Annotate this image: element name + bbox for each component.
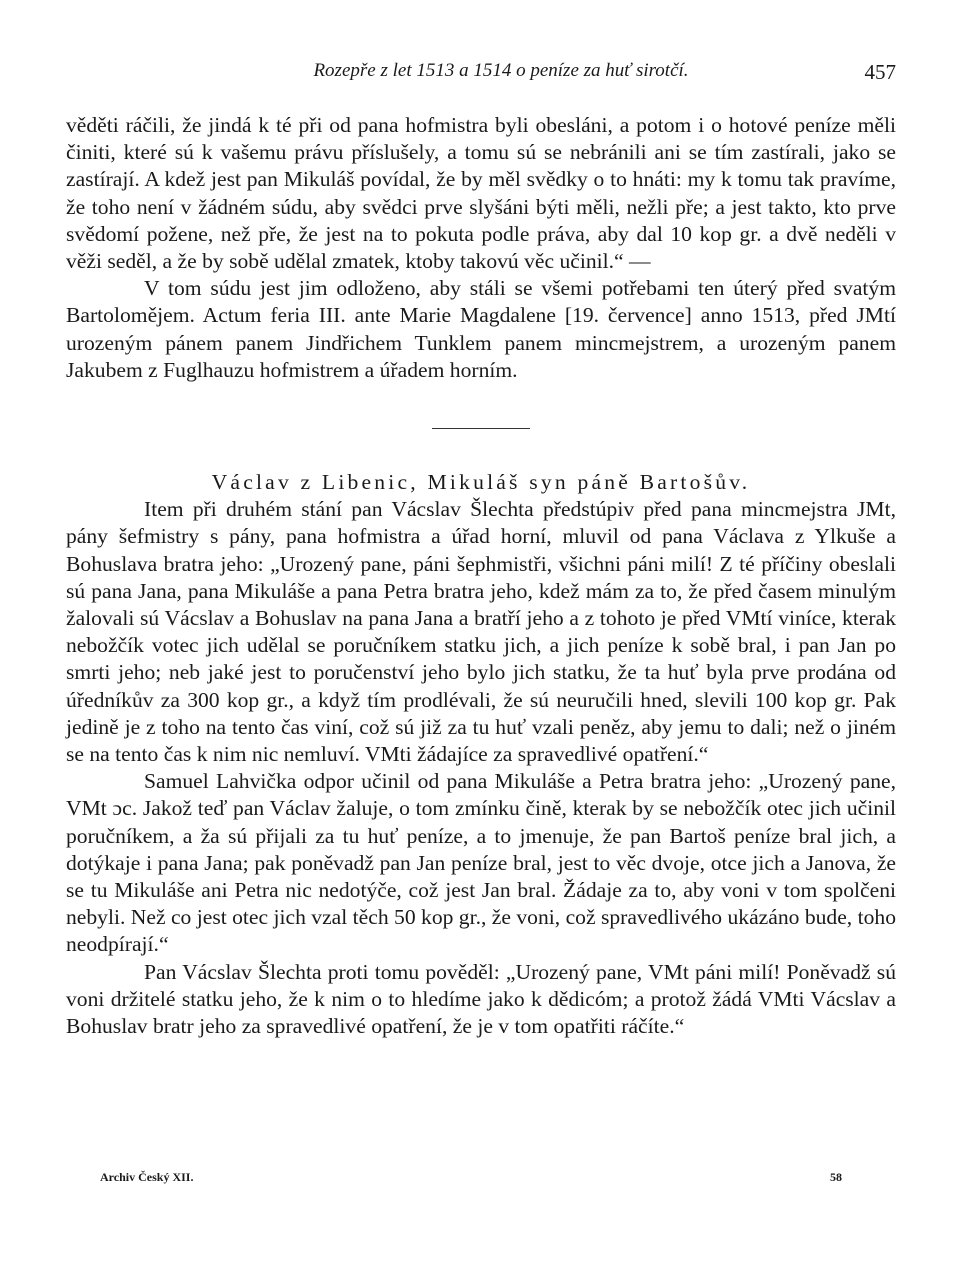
section-heading: Václav z Libenic, Mikuláš syn páně Bartošův. [211,470,751,495]
body-text [66,112,896,1040]
footer-signature: Archiv Český XII. [100,1170,194,1184]
paragraph: věděti ráčili, že jindá k té při od pana hofmistra byli obesláni, a potom i o hotové peníze měli činiti, které sú k vašemu právu příslušely, a tomu sú se nebránili ani se tím zastírali, jako se zastírají. A kdež jest pan Mikuláš povídal, že by měl svědky o to hnáti: my k tomu tak pravíme, že toho není v žádném súdu, aby svědci prve slyšáni býti měli, nežli pře; a jest takto, kto prve svědomí požene, než pře, že jest na to pokuta podle práva, aby dal 10 kop gr. a dvě neděli v věži seděl, a že by sobě udělal zmatek, ktoby takovú věc učinil.“ — [66,113,896,274]
section-divider [432,428,530,429]
paragraph: V tom súdu jest jim odloženo, aby stáli se všemi potřebami ten úterý před svatým Bartolomějem. Actum feria III. ante Marie Magdalene [19. července] anno 1513, před JMtí urozeným pánem panem Jindřichem Tunklem panem mincmejstrem, a urozeným panem Jakubem z Fuglhauzu hofmistrem a úřadem horním. [66,276,896,382]
running-header [66,58,896,92]
page-number: 457 [864,60,896,84]
paragraph: Pan Vácslav Šlechta proti tomu pověděl: „Urozený pane, VMt páni milí! Poněvadž sú voni držitelé statku jeho, že k nim o to hledíme jako k dědicóm; a protož žádá VMti Vácslav a Bohuslav bratr jeho za spravedlivé opatření, že je v tom opatřiti ráčíte.“ [66,959,896,1039]
sheet-number: 58 [830,1170,842,1184]
paragraph: Item při druhém stání pan Vácslav Šlechta předstúpiv před pana mincmejstra JMt, pány šefmistry s pány, pana hofmistra a úřad horní, mluvil od pana Václava z Ylkuše a Bohuslava bratra jeho: „Urozený pane, páni šephmistři, všichni páni milí! Z té příčiny obeslali sú pana Jana, pana Mikuláše a pana Petra bratra jeho, kdež mám za to, že před časem minulým žalovali sú Vácslav a Bohuslav na pana Jana a bratří jeho a z tohoto je před VMtí viníce, kterak nebožčík votec jich udělal se poručníkem statku jich, a jich peníze k sobě bral, i pan Jan po smrti jeho; neb jaké jest to poručenství jeho bylo jich statku, že ta huť byla prve prodána od úředníkův za 300 kop gr., a když tím prodlévali, že sú neuručili hned, slevili 100 kop gr. Pak jedině je z toho na tento čas viní, což sú již za tu huť vzali peněz, aby jemu to dali; než o jiném se na tento čas k nim nic nemluví. VMti žádajíce za spravedlivé opatření.“ [66,497,896,767]
running-title: Rozepře z let 1513 a 1514 o peníze za huť sirotčí. [313,60,689,81]
document-page [66,58,896,1040]
paragraph: Samuel Lahvička odpor učinil od pana Mikuláše a Petra bratra jeho: „Urozený pane, VMt ɔc. Jakož teď pan Václav žaluje, o tom zmínku čině, kterak by se nebožčík otec jich učinil poručníkem, a ža sú přijali za tu huť peníze, a to jmenuje, že pan Bartoš peníze bral jich, a dotýkaje i pana Jana; pak poněvadž pan Jan peníze bral, jest to věc dvoje, otce jich a Janova, že se tu Mikuláše ani Petra nic nedotýče, což jest Jan bral. Žádaje za to, aby voni v tom spolčeni nebyli. Než co jest otec jich vzal těch 50 kop gr., že voni, což spravedlivého ukázáno bude, toho neodpírají.“ [66,769,896,957]
